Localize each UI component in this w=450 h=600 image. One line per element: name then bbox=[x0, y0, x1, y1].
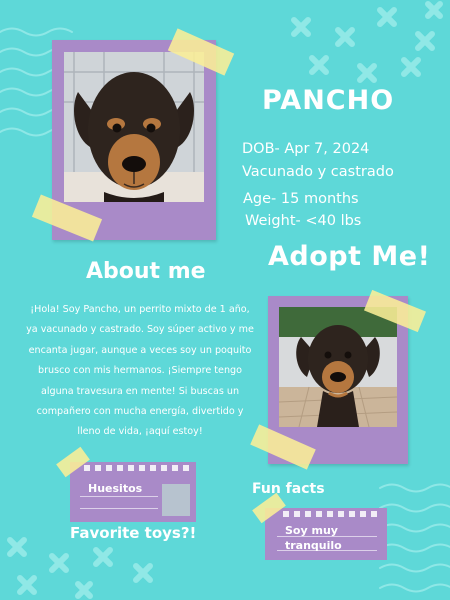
bio-line: ya vacunado y castrado. Soy súper activo y me bbox=[26, 324, 254, 336]
pet-age: Age- 15 months bbox=[243, 191, 359, 207]
note-line bbox=[80, 496, 158, 497]
note-line bbox=[80, 508, 158, 509]
fun-fact-line2: tranquilo bbox=[285, 539, 342, 552]
pet-name: PANCHO bbox=[262, 85, 395, 116]
adopt-heading: Adopt Me! bbox=[268, 241, 431, 272]
dog-photo bbox=[64, 52, 204, 202]
bio-text bbox=[20, 300, 260, 443]
pet-dob: DOB- Apr 7, 2024 bbox=[242, 141, 370, 157]
pet-weight: Weight- <40 lbs bbox=[245, 213, 362, 229]
about-heading: About me bbox=[86, 259, 206, 284]
note-perforation bbox=[70, 462, 196, 474]
fun-fact-line1: Soy muy bbox=[285, 524, 338, 537]
bio-line: brusco con mis hermanos. ¡Siempre tengo bbox=[38, 365, 242, 377]
bio-line: ¡Hola! Soy Pancho, un perrito mixto de 1 año, bbox=[30, 304, 250, 315]
note-box bbox=[162, 484, 190, 516]
fun-facts-heading: Fun facts bbox=[252, 481, 325, 497]
dog-photo-top bbox=[64, 52, 204, 202]
pet-status: Vacunado y castrado bbox=[242, 164, 394, 180]
fun-facts-note bbox=[265, 508, 387, 560]
bio-line: compañero con mucha energía, divertido y bbox=[36, 406, 244, 418]
note-perforation bbox=[265, 508, 387, 520]
bio-line: lleno de vida, ¡aquí estoy! bbox=[77, 426, 203, 438]
bio-line: alguna travesura en mente! Si buscas un bbox=[40, 385, 240, 397]
dog-photo-right bbox=[279, 307, 397, 427]
dog-photo bbox=[279, 307, 397, 427]
bio-line: encanta jugar, aunque a veces soy un poquito bbox=[28, 344, 252, 356]
favorite-toys-heading: Favorite toys?! bbox=[70, 524, 197, 542]
toys-note bbox=[70, 462, 196, 522]
toy-name: Huesitos bbox=[88, 482, 143, 495]
